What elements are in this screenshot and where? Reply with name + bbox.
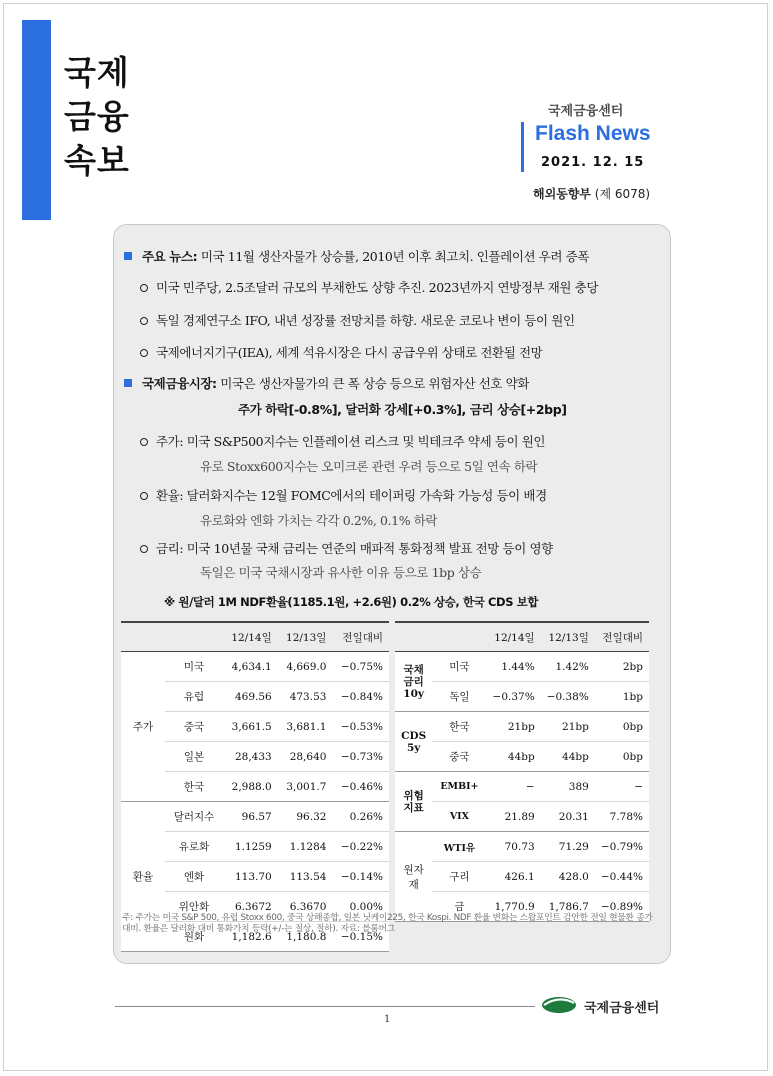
cell-change: −0.75%: [332, 652, 389, 682]
footer-org: 국제금융센터: [584, 1001, 660, 1016]
row-label: 유럽: [165, 682, 223, 712]
cell-value: −: [487, 772, 541, 802]
circle-bullet-icon: [140, 284, 148, 292]
cell-change: −0.22%: [332, 832, 389, 862]
cell-value: 3,661.5: [223, 712, 278, 742]
circle-bullet-icon: [140, 492, 148, 500]
market-table-left: [121, 621, 389, 952]
table-row: [395, 772, 649, 802]
cell-value: 1,182.6: [223, 922, 278, 952]
cell-value: 1,770.9: [487, 892, 541, 922]
square-bullet-icon: [124, 252, 132, 260]
cell-value: 44bp: [541, 742, 595, 772]
table-header-cell: [432, 622, 486, 652]
cell-value: 70.73: [487, 832, 541, 862]
table-row: [395, 742, 649, 772]
cell-value: 113.70: [223, 862, 278, 892]
table-row: [395, 682, 649, 712]
row-label: 원화: [165, 922, 223, 952]
cell-value: 1.42%: [541, 652, 595, 682]
cell-value: 96.57: [223, 802, 278, 832]
market-text: 미국은 생산자물가의 큰 폭 상승 등으로 위험자산 선호 약화: [220, 376, 530, 391]
cell-value: 6.3670: [278, 892, 333, 922]
table-header-cell: 12/14일: [223, 622, 278, 652]
row-label: 한국: [432, 712, 486, 742]
cell-value: 20.31: [541, 802, 595, 832]
news-item: [140, 343, 542, 361]
main-news-label: 주요 뉴스:: [142, 249, 198, 264]
table-header-cell: 12/14일: [487, 622, 541, 652]
row-label: 미국: [432, 652, 486, 682]
group-label: CDS5y: [395, 712, 432, 772]
issue-number: (제 6078): [594, 187, 651, 201]
cell-value: 28,433: [223, 742, 278, 772]
accent-bar: [22, 20, 51, 220]
cell-change: −: [595, 772, 649, 802]
market-point: [140, 486, 547, 504]
header-divider: [521, 122, 524, 172]
point-text: 미국 S&P500지수는 인플레이션 리스크 및 빅테크주 약세 등이 원인: [186, 434, 546, 449]
point-sub: 유로화와 엔화 가치는 각각 0.2%, 0.1% 하락: [200, 513, 438, 528]
cell-change: 1bp: [595, 682, 649, 712]
table-header-row: [395, 622, 649, 652]
cell-value: 389: [541, 772, 595, 802]
market-label: 국제금융시장:: [142, 376, 217, 391]
cell-change: −0.84%: [332, 682, 389, 712]
cell-value: 426.1: [487, 862, 541, 892]
square-bullet-icon: [124, 379, 132, 387]
cell-value: 1,786.7: [541, 892, 595, 922]
row-label: VIX: [432, 802, 486, 832]
row-label: 유로화: [165, 832, 223, 862]
row-label: 엔화: [165, 862, 223, 892]
point-label: 환율:: [156, 488, 184, 503]
row-label: 미국: [165, 652, 223, 682]
cell-change: −0.79%: [595, 832, 649, 862]
circle-bullet-icon: [140, 317, 148, 325]
row-label: 중국: [165, 712, 223, 742]
group-label: 국채금리10y: [395, 652, 432, 712]
row-label: 한국: [165, 772, 223, 802]
market-point: [140, 432, 545, 450]
footer-divider: [115, 1006, 535, 1007]
row-label: 중국: [432, 742, 486, 772]
group-label: 주가: [121, 652, 165, 802]
row-label: 구리: [432, 862, 486, 892]
news-item-text: 국제에너지기구(IEA), 세계 석유시장은 다시 공급우위 상태로 전환될 전망: [156, 345, 543, 360]
cell-value: 4,669.0: [278, 652, 333, 682]
cell-value: −0.37%: [487, 682, 541, 712]
cell-value: 473.53: [278, 682, 333, 712]
circle-bullet-icon: [140, 438, 148, 446]
cell-change: −0.73%: [332, 742, 389, 772]
cell-value: 113.54: [278, 862, 333, 892]
table-header-cell: [395, 622, 432, 652]
cell-value: 1.44%: [487, 652, 541, 682]
title-line: 속보: [64, 141, 130, 180]
org-logo-icon: [540, 993, 578, 1015]
cell-change: 0bp: [595, 712, 649, 742]
cell-change: −0.44%: [595, 862, 649, 892]
table-row: [121, 652, 389, 682]
point-label: 주가:: [156, 434, 184, 449]
table-header-cell: 전일대비: [595, 622, 649, 652]
cell-change: 2bp: [595, 652, 649, 682]
cell-value: 3,681.1: [278, 712, 333, 742]
main-news-text: 미국 11월 생산자물가 상승률, 2010년 이후 최고치. 인플레이션 우려 증폭: [200, 249, 590, 264]
point-text: 달러화지수는 12월 FOMC에서의 테이퍼링 가속화 가능성 등이 배경: [186, 488, 547, 503]
point-sub: 독일은 미국 국채시장과 유사한 이유 등으로 1bp 상승: [200, 565, 482, 580]
row-label: 일본: [165, 742, 223, 772]
table-footnote: 주: 주가는 미국 S&P 500, 유럽 Stoxx 600, 중국 상해종합, 일본 닛케이225, 한국 Kospi. NDF 환율 변화는 스왑포인트 감안한 전일 현물환 종가 대비. 환율은 달러화 대비 통화가치 등락(+/-는 절상, 절하). 자료: 블룸버그: [122, 913, 653, 934]
table-header-cell: [121, 622, 165, 652]
cell-change: 0bp: [595, 742, 649, 772]
dept-name: 해외동향부: [533, 187, 591, 201]
news-item: [140, 311, 575, 329]
row-label: 독일: [432, 682, 486, 712]
header-org: 국제금융센터: [548, 104, 624, 119]
circle-bullet-icon: [140, 349, 148, 357]
cell-change: −0.53%: [332, 712, 389, 742]
market-point: [140, 539, 553, 557]
table-header-cell: [165, 622, 223, 652]
cell-value: 71.29: [541, 832, 595, 862]
cell-change: −0.46%: [332, 772, 389, 802]
table-row: [121, 802, 389, 832]
cell-value: 44bp: [487, 742, 541, 772]
title-line: 국제: [64, 53, 130, 92]
title-line: 금융: [64, 97, 130, 136]
cell-value: 469.56: [223, 682, 278, 712]
row-label: 위안화: [165, 892, 223, 922]
page-number: 1: [384, 1014, 391, 1025]
table-row: [395, 862, 649, 892]
department: [533, 185, 650, 202]
report-date: 2021. 12. 15: [541, 155, 645, 170]
news-item: [140, 278, 598, 296]
cell-value: 28,640: [278, 742, 333, 772]
table-header-row: [121, 622, 389, 652]
row-label: 달러지수: [165, 802, 223, 832]
cell-value: 3,001.7: [278, 772, 333, 802]
cell-change: −0.89%: [595, 892, 649, 922]
cell-change: −0.14%: [332, 862, 389, 892]
cell-value: 4,634.1: [223, 652, 278, 682]
table-row: [395, 712, 649, 742]
table-header-cell: 12/13일: [278, 622, 333, 652]
point-label: 금리:: [156, 541, 184, 556]
ndf-note: ※ 원/달러 1M NDF환율(1185.1원, +2.6원) 0.2% 상승, 한국 CDS 보합: [164, 595, 539, 609]
circle-bullet-icon: [140, 545, 148, 553]
cell-value: −0.38%: [541, 682, 595, 712]
cell-value: 1.1284: [278, 832, 333, 862]
row-label: 금: [432, 892, 486, 922]
table-row: [395, 802, 649, 832]
news-item-text: 미국 민주당, 2.5조달러 규모의 부채한도 상향 추진. 2023년까지 연방정부 재원 충당: [156, 280, 599, 295]
market-headline: [124, 374, 529, 392]
group-label: 원자재: [395, 832, 432, 922]
row-label: EMBI+: [432, 772, 486, 802]
flash-news-title: Flash News: [535, 122, 651, 145]
table-row: [395, 832, 649, 862]
cell-value: 2,988.0: [223, 772, 278, 802]
cell-value: 21.89: [487, 802, 541, 832]
cell-value: 21bp: [541, 712, 595, 742]
row-label: WTI유: [432, 832, 486, 862]
market-summary: 주가 하락[-0.8%], 달러화 강세[+0.3%], 금리 상승[+2bp]: [238, 402, 567, 417]
cell-change: 7.78%: [595, 802, 649, 832]
point-sub: 유로 Stoxx600지수는 오미크론 관련 우려 등으로 5일 연속 하락: [200, 459, 538, 474]
cell-value: 6.3672: [223, 892, 278, 922]
table-header-cell: 전일대비: [332, 622, 389, 652]
group-label: 환율: [121, 802, 165, 952]
cell-value: 1.1259: [223, 832, 278, 862]
cell-change: −0.15%: [332, 922, 389, 952]
main-news: [124, 247, 589, 265]
cell-value: 1,180.8: [278, 922, 333, 952]
news-item-text: 독일 경제연구소 IFO, 내년 성장률 전망치를 하향. 새로운 코로나 변이 등이 원인: [156, 313, 575, 328]
big-title: [64, 52, 130, 184]
table-header-cell: 12/13일: [541, 622, 595, 652]
cell-value: 21bp: [487, 712, 541, 742]
point-text: 미국 10년물 국채 금리는 연준의 매파적 통화정책 발표 전망 등이 영향: [186, 541, 553, 556]
market-table-right: [395, 621, 649, 922]
group-label: 위험지표: [395, 772, 432, 832]
table-row: [395, 652, 649, 682]
cell-change: 0.26%: [332, 802, 389, 832]
cell-value: 96.32: [278, 802, 333, 832]
cell-value: 428.0: [541, 862, 595, 892]
cell-change: 0.00%: [332, 892, 389, 922]
